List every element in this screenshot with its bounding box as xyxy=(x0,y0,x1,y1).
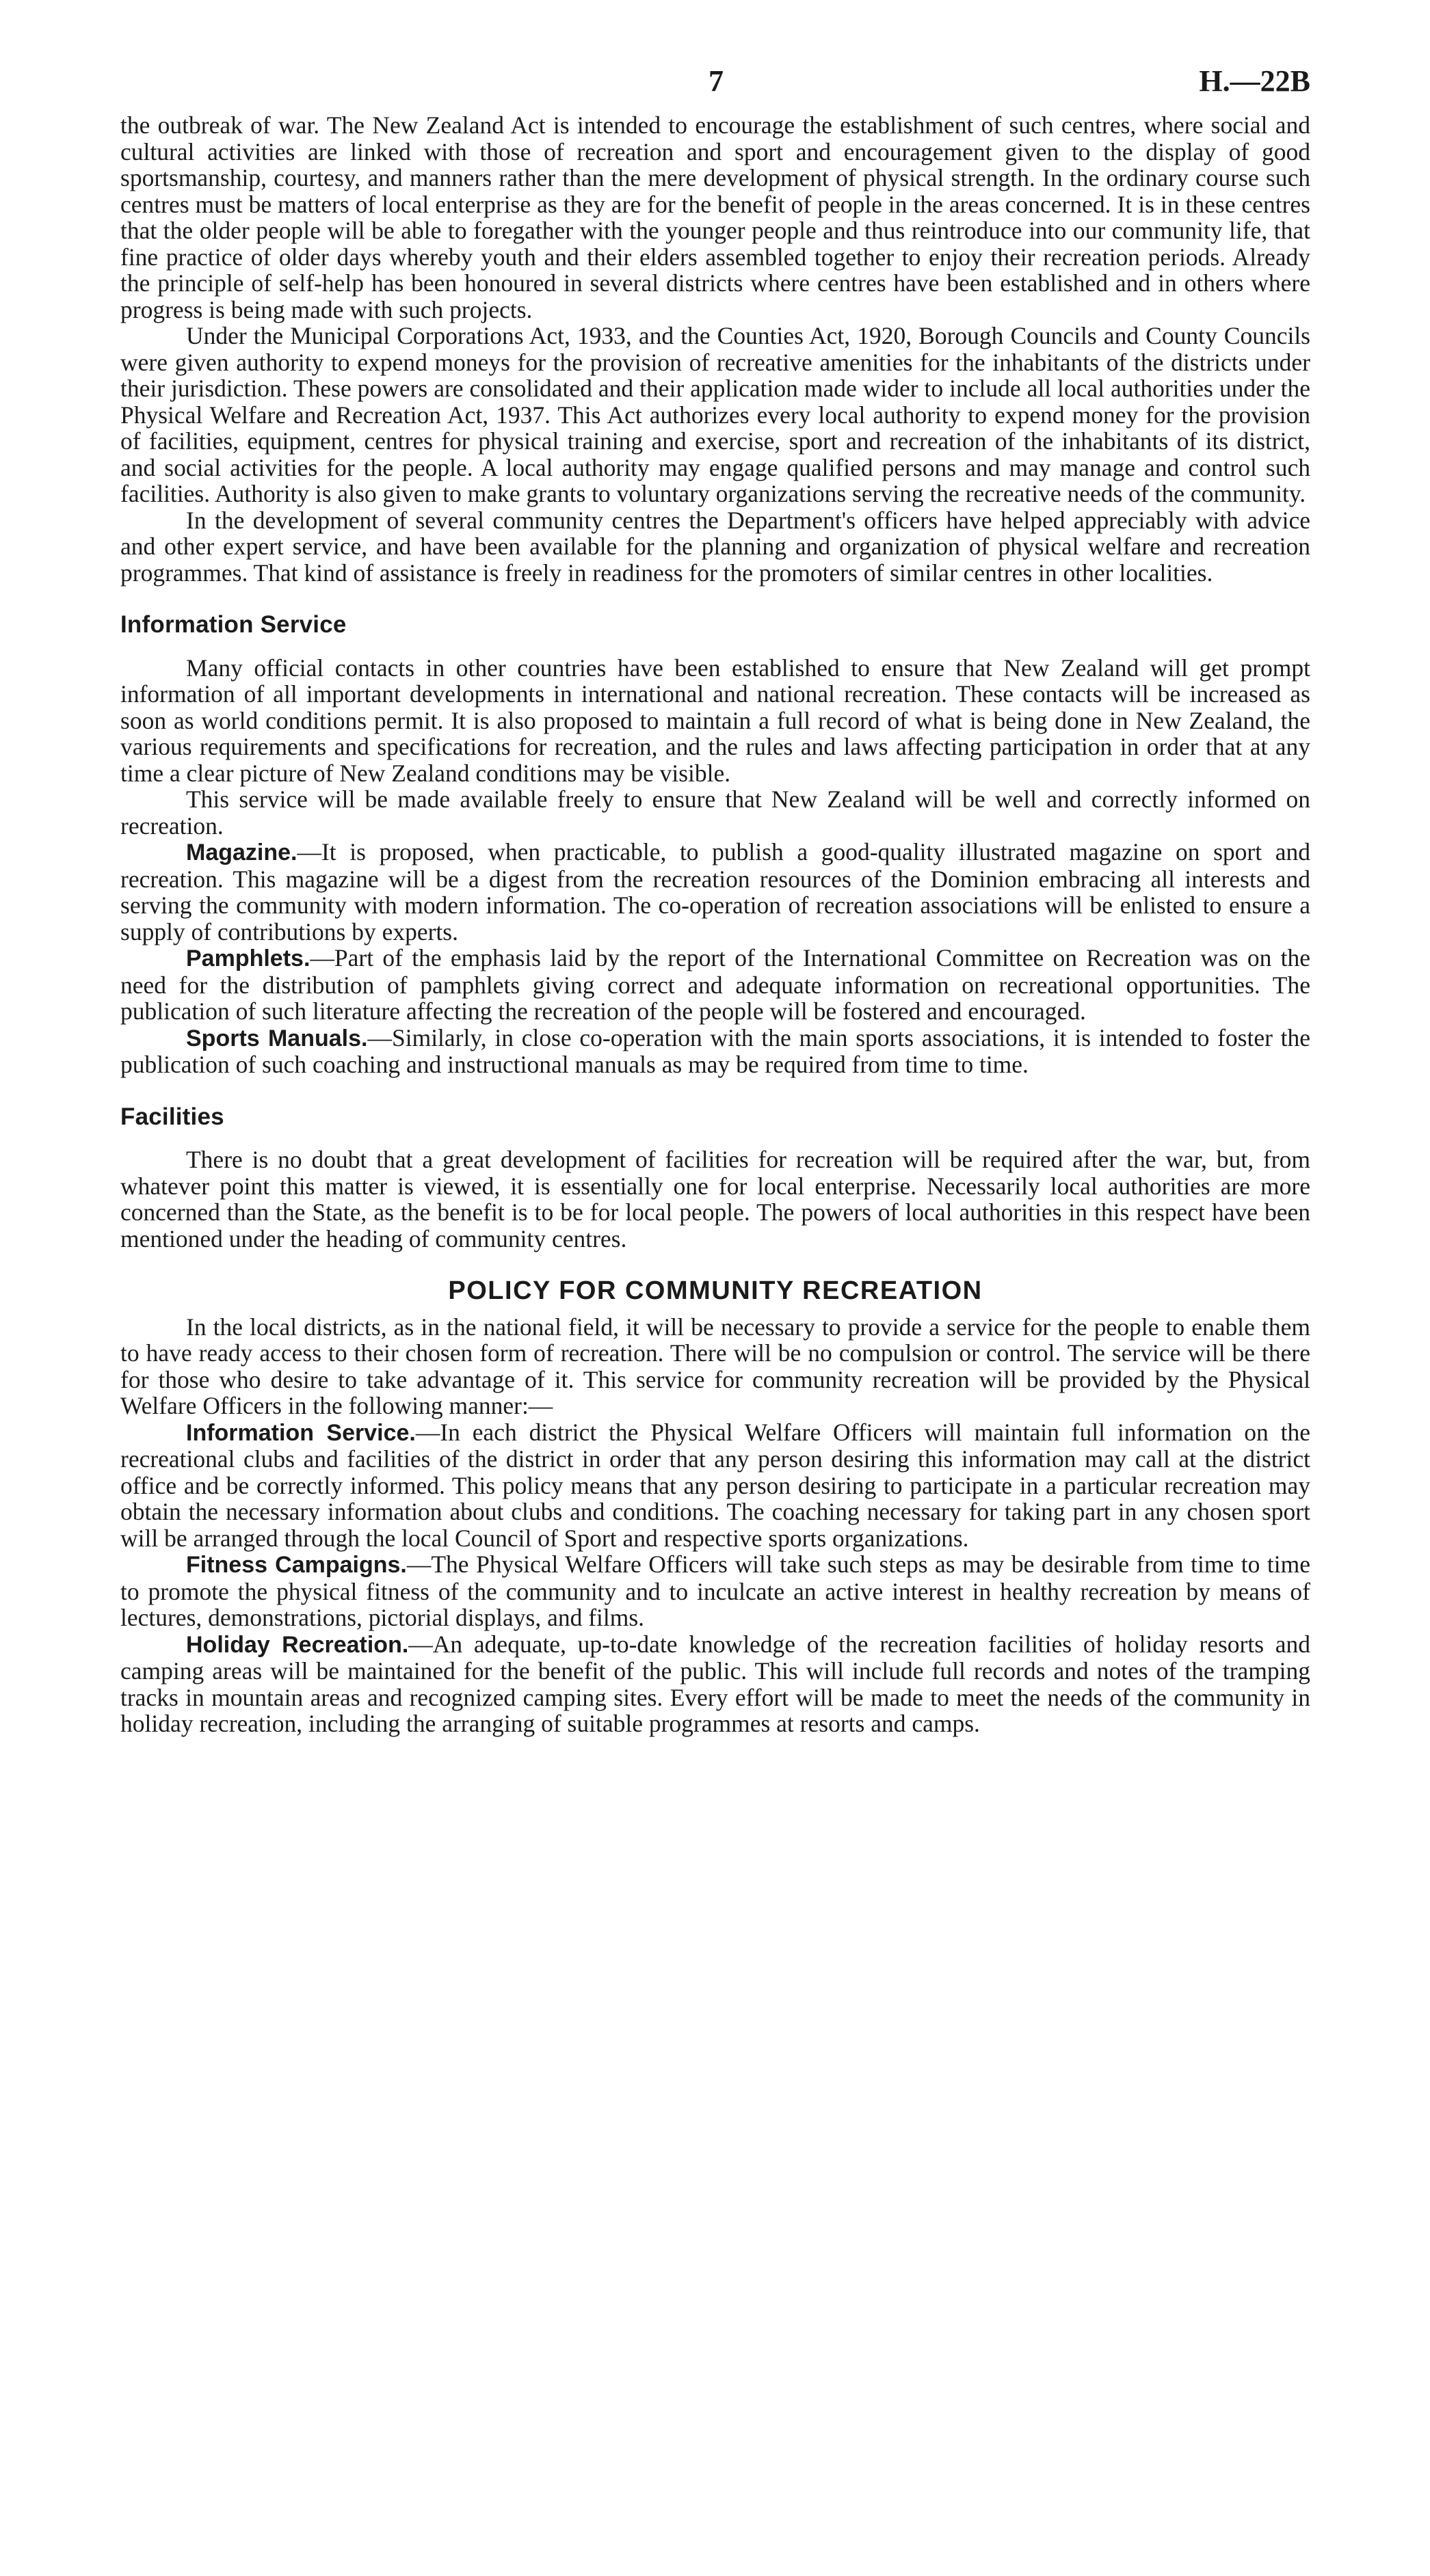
item-pamphlets xyxy=(120,945,1310,1025)
document-reference: H.—22B xyxy=(1199,64,1310,98)
page-header xyxy=(120,64,1310,112)
item-magazine-text: —It is proposed, when practicable, to publish a good-quality illustrated magazine on sport and recreation. This magazine will be a digest from the recreation resources of the Dominion embracing all interests and serving the community with modern information. The co-operation of recreation associations will be enlisted to ensure a supply of contributions by experts. xyxy=(120,838,1310,945)
item-holiday-recreation-text: —An adequate, up-to-date knowledge of the recreation facilities of holiday resorts and camping areas will be maintained for the benefit of the public. This will include full records and notes of the tramping tracks in mountain areas and recognized camping sites. Every effort will be made to meet the needs of the community in holiday recreation, including the arranging of suitable programmes at resorts and camps. xyxy=(120,1630,1311,1737)
item-information-service-text: —In each district the Physical Welfare Officers will maintain full information on the recreational clubs and facilities of the district in order that any person desiring this information may call at the district office and be correctly informed. This policy means that any person desiring to participate in a particular recreation may obtain the necessary information about clubs and conditions. The coaching necessary for taking part in any chosen sport will be arranged through the local Council of Sport and respective sports organizations. xyxy=(120,1418,1310,1552)
item-magazine xyxy=(120,839,1310,945)
run-in-heading-pamphlets: Pamphlets. xyxy=(186,945,310,971)
run-in-heading-fitness-campaigns: Fitness Campaigns. xyxy=(186,1552,407,1578)
item-holiday-recreation xyxy=(120,1631,1310,1737)
item-fitness-campaigns xyxy=(120,1551,1310,1631)
paragraph-department-officers: In the development of several community centres the Department's officers have helped appreciably with advice and other expert service, and have been available for the planning and organization of physical welfare and recreation programmes. That kind of assistance is freely in readiness for the promoters of similar centres in other localities. xyxy=(120,506,1310,587)
run-in-heading-sports-manuals: Sports Manuals. xyxy=(186,1025,368,1051)
paragraph-facilities: There is no doubt that a great development of facilities for recreation will be required after the war, but, from whatever point this matter is viewed, it is essentially one for local enterprise. Necessarily local authorities are more concerned than the State, as the benefit is to be for local people. The powers of local authorities in this respect have been mentioned under the heading of community centres. xyxy=(120,1146,1310,1252)
run-in-heading-holiday-recreation: Holiday Recreation. xyxy=(186,1631,409,1658)
item-fitness-campaigns-text: —The Physical Welfare Officers will take such steps as may be desirable from time to time to promote the physical fitness of the community and to inculcate an active interest in healthy recreation by means of lectures, demonstrations, pictorial displays, and films. xyxy=(120,1551,1310,1631)
section-heading-facilities: Facilities xyxy=(120,1103,224,1130)
item-sports-manuals-text: —Similarly, in close co-operation with the main sports associations, it is intended to foster the publication of such coaching and instructional manuals as may be required from time to time. xyxy=(120,1023,1310,1078)
paragraph-official-contacts: Many official contacts in other countries have been established to ensure that New Zealand will get prompt information of all important developments in international and national recreation. These contacts will be increased as soon as world conditions permit. It is also proposed to maintain a full record of what is being done in New Zealand, the various requirements and specifications for recreation, and the rules and laws affecting participation in order that at any time a clear picture of New Zealand conditions may be visible. xyxy=(120,654,1310,787)
section-heading-information-service: Information Service xyxy=(120,611,347,638)
run-in-heading-magazine: Magazine. xyxy=(186,840,297,866)
run-in-heading-information-service: Information Service. xyxy=(186,1419,416,1446)
item-pamphlets-text: —Part of the emphasis laid by the report of the International Committee on Recreation was on the need for the distribution of pamphlets giving correct and adequate information on recreational opportunities. The publication of such literature affecting the recreation of the people will be fostered and encouraged. xyxy=(120,944,1310,1025)
paragraph-municipal-act: Under the Municipal Corporations Act, 1933, and the Counties Act, 1920, Borough Councils and County Councils were given authority to expend moneys for the provision of recreative amenities for the inhabitants of the districts under their jurisdiction. These powers are consolidated and their application made wider to include all local authorities under the Physical Welfare and Recreation Act, 1937. This Act authorizes every local authority to expend money for the provision of facilities, equipment, centres for physical training and exercise, sport and recreation of the inhabitants of its district, and social activities for the people. A local authority may engage qualified persons and may manage and control such facilities. Authority is also given to make grants to voluntary organizations serving the recreative needs of the community. xyxy=(120,322,1310,507)
paragraph-service-availability: This service will be made available freely to ensure that New Zealand will be well and correctly informed on recreation. xyxy=(120,786,1310,840)
document-page xyxy=(120,64,1311,1737)
item-sports-manuals xyxy=(120,1025,1310,1078)
item-information-service xyxy=(120,1419,1310,1552)
paragraph-policy-intro: In the local districts, as in the national field, it will be necessary to provide a service for the people to enable them to have ready access to their chosen form of recreation. There will be no compulsion or control. The service will be there for those who desire to take advantage of it. This service for community recreation will be provided by the Physical Welfare Officers in the following manner:— xyxy=(120,1313,1310,1419)
paragraph-community-centres: the outbreak of war. The New Zealand Act is intended to encourage the establishment of such centres, where social and cultural activities are linked with those of recreation and sport and encouragement given to the display of good sportsmanship, courtesy, and manners rather than the mere development of physical strength. In the ordinary course such centres must be matters of local enterprise as they are for the benefit of people in the areas concerned. It is in these centres that the older people will be able to foregather with the younger people and thus reintroduce into our community life, that fine practice of older days whereby youth and their elders assembled together to enjoy their recreation periods. Already the principle of self-help has been honoured in several districts where centres have been established and in others where progress is being made with such projects. xyxy=(120,111,1310,323)
section-heading-policy: POLICY FOR COMMUNITY RECREATION xyxy=(448,1276,983,1305)
page-number: 7 xyxy=(709,64,724,98)
